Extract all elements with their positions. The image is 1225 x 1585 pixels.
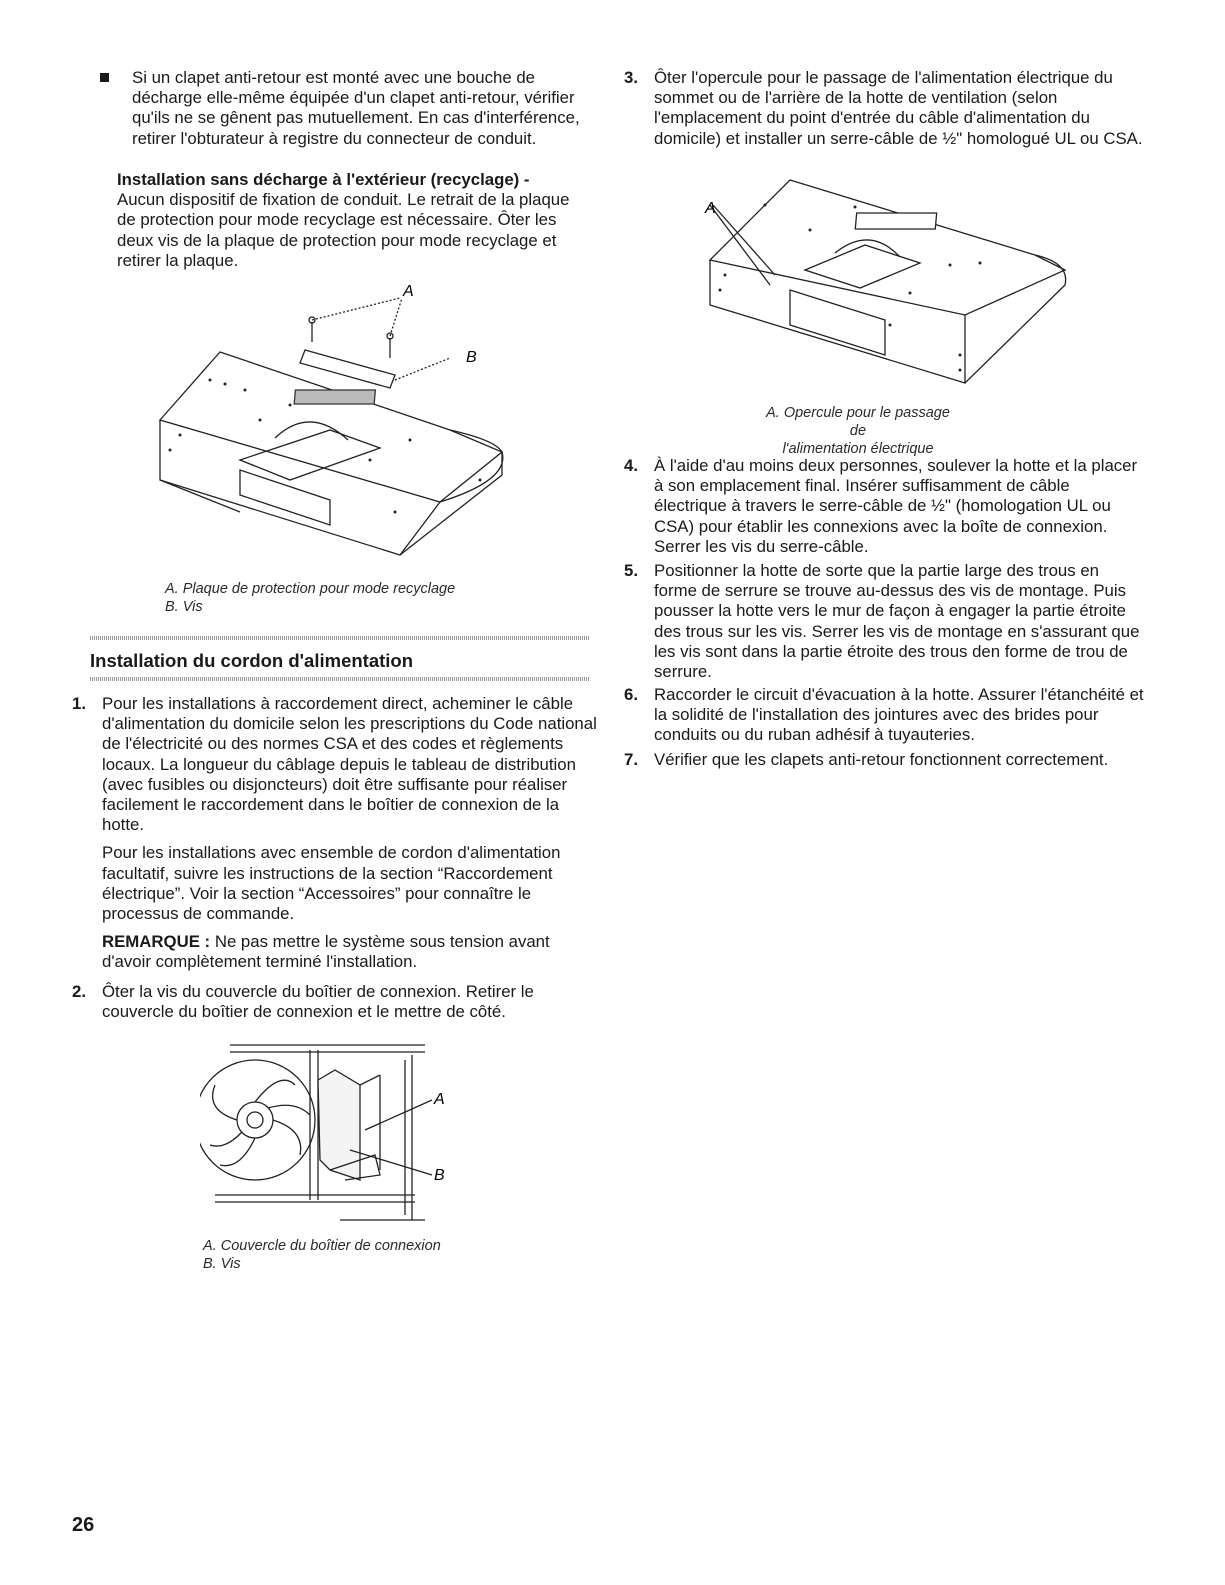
step-2-number: 2. bbox=[72, 982, 86, 1001]
bullet-text: Si un clapet anti-retour est monté avec une bouche de décharge elle-même équipée d'un clapet anti-retour, vérifier qu'ils ne se gênent pas mutuellement. En cas d'interférence, retirer l'obturateur à registre du connecteur de conduit. bbox=[132, 68, 580, 148]
step-1-remark bbox=[102, 932, 597, 972]
callout-b-label: B bbox=[466, 349, 477, 366]
page-number: 26 bbox=[72, 1514, 95, 1536]
figure3-caption bbox=[758, 404, 958, 458]
section-rule-top bbox=[90, 636, 590, 640]
section-rule-bottom bbox=[90, 677, 590, 681]
step-4 bbox=[624, 456, 1144, 557]
step-7 bbox=[624, 750, 1154, 770]
recirculation-heading: Installation sans décharge à l'extérieur (recyclage) - bbox=[117, 170, 530, 189]
step-7-number: 7. bbox=[624, 750, 638, 769]
step-5-number: 5. bbox=[624, 561, 638, 580]
step-6 bbox=[624, 685, 1144, 746]
step-4-text: À l'aide d'au moins deux personnes, soulever la hotte et la placer à son emplacement final. Insérer suffisamment de câble électrique à travers le serre-câble de ½" (homologation UL ou CSA) pour établir les connexions avec la boîte de connexion. Serrer les vis du serre-câble. bbox=[654, 456, 1138, 556]
hood-recirculation-figure bbox=[150, 280, 510, 580]
recirculation-section bbox=[117, 170, 592, 271]
step-5-text: Positionner la hotte de sorte que la partie large des trous en forme de serrure se trouve au-dessus des vis de montage. Puis pousser la hotte vers le mur de façon à engager la partie étroite des trous sur les vis. Serrer les vis de montage en s'assurant que les vis sont dans la partie étroite des trous den forme de trou de serrure. bbox=[654, 561, 1140, 682]
figure2-caption bbox=[203, 1237, 441, 1273]
remark-label: REMARQUE : bbox=[102, 932, 211, 952]
step-6-number: 6. bbox=[624, 685, 638, 704]
step-1-paragraph-2: Pour les installations avec ensemble de cordon d'alimentation facultatif, suivre les instructions de la section “Raccordement électrique”. Voir la section “Accessoires” pour connaître le processus de commande. bbox=[102, 843, 561, 924]
section-heading: Installation du cordon d'alimentation bbox=[90, 650, 414, 671]
step-7-text: Vérifier que les clapets anti-retour fonctionnent correctement. bbox=[654, 750, 1109, 769]
bullet-item-damper bbox=[100, 68, 590, 149]
figure2-caption-b: B. Vis bbox=[203, 1256, 241, 1272]
junction-box-figure bbox=[200, 1030, 470, 1230]
callout-a-label: A bbox=[434, 1091, 445, 1108]
callout-a-label: A bbox=[705, 200, 716, 217]
step-3 bbox=[624, 68, 1144, 149]
step-5 bbox=[624, 561, 1144, 682]
step-2 bbox=[72, 982, 597, 1022]
step-1-paragraph-1: Pour les installations à raccordement direct, acheminer le câble d'alimentation du domicile selon les prescriptions du Code national de l'électricité ou des normes CSA et des codes et règlements locaux. La longueur du câblage depuis le tableau de distribution (avec fusibles ou disjoncteurs) doit être suffisante pour réaliser facilement le raccordement dans le boîtier de connexion de la hotte. bbox=[102, 694, 597, 835]
figure2-caption-a: A. Couvercle du boîtier de connexion bbox=[203, 1238, 441, 1254]
figure1-caption-b: B. Vis bbox=[165, 599, 203, 615]
step-1 bbox=[72, 694, 597, 973]
figure3-caption-line2: l'alimentation électrique bbox=[782, 441, 934, 457]
remark-text: Ne pas mettre le système sous tension avant d'avoir complètement terminé l'installation. bbox=[102, 932, 550, 972]
step-6-text: Raccorder le circuit d'évacuation à la hotte. Assurer l'étanchéité et la solidité de l'installation des jointures avec des brides pour conduits ou du ruban adhésif à tuyauteries. bbox=[654, 685, 1144, 745]
step-3-text: Ôter l'opercule pour le passage de l'alimentation électrique du sommet ou de l'arrière de la hotte de ventilation (selon l'emplacement du point d'entrée du câble d'alimentation du domicile) et installer un serre-câble de ½" homologué UL ou CSA. bbox=[654, 68, 1143, 148]
figure1-caption-a: A. Plaque de protection pour mode recyclage bbox=[165, 581, 456, 597]
callout-b-label: B bbox=[434, 1167, 445, 1184]
step-4-number: 4. bbox=[624, 456, 638, 475]
figure1-caption bbox=[165, 580, 455, 616]
recirculation-text: Aucun dispositif de fixation de conduit. Le retrait de la plaque de protection pour mode recyclage est nécessaire. Ôter les deux vis de la plaque de protection pour mode recyclage et retirer la plaque. bbox=[117, 190, 570, 270]
figure3-caption-line1: A. Opercule pour le passage de bbox=[766, 405, 950, 439]
square-bullet-icon bbox=[100, 73, 109, 82]
hood-knockout-figure bbox=[695, 175, 1075, 400]
callout-a-label: A bbox=[403, 283, 414, 300]
step-3-number: 3. bbox=[624, 68, 638, 87]
step-2-text: Ôter la vis du couvercle du boîtier de connexion. Retirer le couvercle du boîtier de connexion et le mettre de côté. bbox=[102, 982, 534, 1022]
step-1-number: 1. bbox=[72, 694, 86, 713]
